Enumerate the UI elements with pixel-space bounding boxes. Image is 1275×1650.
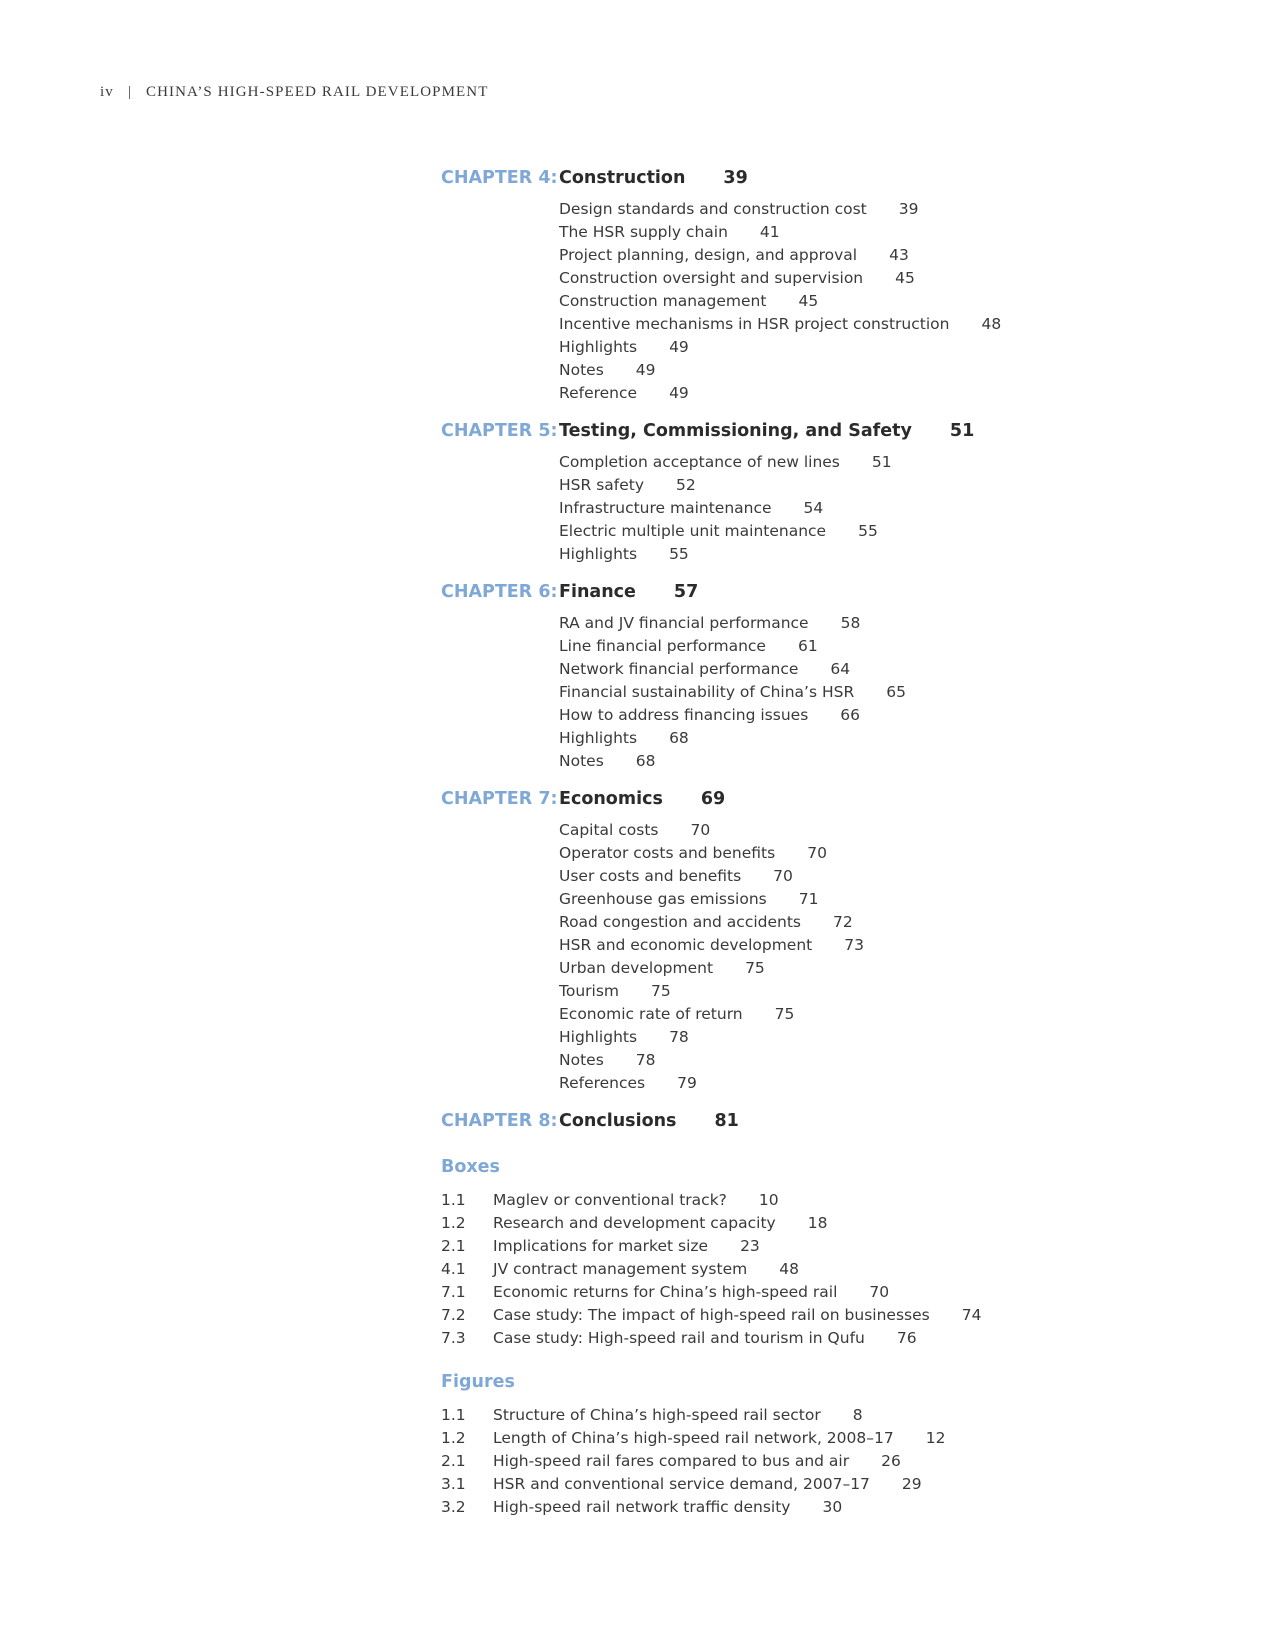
entry-page-number: 45 (895, 269, 915, 287)
entry-title: User costs and benefits (559, 867, 742, 885)
entry-page-number: 75 (774, 1005, 795, 1023)
box-entry[interactable] (441, 1281, 1241, 1304)
figures-heading: Figures (441, 1372, 515, 1392)
toc-entry[interactable] (559, 888, 1241, 911)
toc-entry[interactable] (559, 865, 1241, 888)
entry-page-number: 55 (858, 522, 878, 540)
item-title: High-speed rail network traffic density (493, 1498, 791, 1516)
entry-page-number: 79 (677, 1074, 697, 1092)
toc-entry[interactable] (559, 244, 1241, 267)
toc-entry[interactable] (559, 474, 1241, 497)
item-number: 4.1 (441, 1260, 466, 1278)
item-title: Implications for market size (493, 1237, 709, 1255)
entry-page-number: 49 (635, 361, 656, 379)
chapter-label: CHAPTER 7: (441, 789, 558, 809)
toc-entry[interactable] (559, 727, 1241, 750)
box-entry[interactable] (441, 1235, 1241, 1258)
entry-title: Notes (559, 752, 604, 770)
entry-title: Highlights (559, 338, 638, 356)
chapter-list (441, 168, 1241, 1135)
entry-title: Incentive mechanisms in HSR project construction (559, 315, 950, 333)
toc-entry[interactable] (559, 819, 1241, 842)
toc-entry[interactable] (559, 359, 1241, 382)
chapter-label: CHAPTER 6: (441, 582, 558, 602)
chapter-title: Finance (559, 582, 636, 602)
entry-page-number: 52 (676, 476, 696, 494)
entry-title: How to address financing issues (559, 706, 809, 724)
entry-page-number: 70 (690, 821, 711, 839)
entry-page-number: 43 (889, 246, 909, 264)
item-title: Case study: The impact of high-speed rail on businesses (493, 1306, 930, 1324)
box-entry[interactable] (441, 1212, 1241, 1235)
item-title: Research and development capacity (493, 1214, 776, 1232)
chapter-page-number: 39 (723, 168, 748, 188)
entry-title: Notes (559, 1051, 604, 1069)
toc-entry[interactable] (559, 681, 1241, 704)
entry-page-number: 71 (798, 890, 819, 908)
boxes-list (441, 1189, 1241, 1350)
chapter (441, 789, 1241, 1095)
item-number: 1.2 (441, 1429, 466, 1447)
entry-page-number: 45 (798, 292, 819, 310)
chapter-page-number: 81 (714, 1111, 739, 1131)
toc-entry[interactable] (559, 980, 1241, 1003)
chapter-heading[interactable] (441, 789, 1241, 813)
entry-page-number: 78 (635, 1051, 656, 1069)
item-number: 2.1 (441, 1452, 466, 1470)
figure-entry[interactable] (441, 1450, 1241, 1473)
entry-title: Network financial performance (559, 660, 799, 678)
item-title: High-speed rail fares compared to bus and air (493, 1452, 850, 1470)
chapter-label: CHAPTER 8: (441, 1111, 558, 1131)
chapter (441, 582, 1241, 773)
entry-title: Line financial performance (559, 637, 766, 655)
toc-entry[interactable] (559, 750, 1241, 773)
book-title: CHINA’S HIGH-SPEED RAIL DEVELOPMENT (145, 84, 489, 100)
entry-title: Tourism (559, 982, 619, 1000)
entry-title: The HSR supply chain (559, 223, 728, 241)
box-entry[interactable] (441, 1327, 1241, 1350)
entry-title: HSR and economic development (559, 936, 813, 954)
entry-title: Construction oversight and supervision (559, 269, 864, 287)
entry-title: Design standards and construction cost (559, 200, 867, 218)
box-entry[interactable] (441, 1189, 1241, 1212)
entry-page-number: 49 (669, 338, 689, 356)
item-title: Length of China’s high-speed rail network, 2008–17 (493, 1429, 894, 1447)
chapter-heading[interactable] (441, 168, 1241, 192)
item-page-number: 8 (852, 1406, 863, 1424)
chapter-entries (559, 612, 1241, 773)
chapter (441, 1111, 1241, 1135)
chapter-page-number: 69 (700, 789, 726, 809)
toc-entry[interactable] (559, 1049, 1241, 1072)
running-head (100, 84, 489, 101)
entry-page-number: 58 (840, 614, 861, 632)
chapter-title: Testing, Commissioning, and Safety (559, 421, 912, 441)
entry-title: Urban development (559, 959, 714, 977)
entry-title: Infrastructure maintenance (559, 499, 772, 517)
entry-page-number: 61 (797, 637, 818, 655)
entry-page-number: 48 (981, 315, 1002, 333)
entry-page-number: 72 (833, 913, 853, 931)
table-of-contents (441, 168, 1241, 1519)
figure-entry[interactable] (441, 1473, 1241, 1496)
chapter-label: CHAPTER 4: (441, 168, 558, 188)
entry-page-number: 41 (759, 223, 780, 241)
entry-page-number: 51 (871, 453, 892, 471)
item-page-number: 74 (961, 1306, 982, 1324)
item-page-number: 12 (925, 1429, 946, 1447)
entry-title: Project planning, design, and approval (559, 246, 858, 264)
entry-title: Economic rate of return (559, 1005, 743, 1023)
toc-entry[interactable] (559, 1026, 1241, 1049)
entry-page-number: 75 (651, 982, 671, 1000)
toc-entry[interactable] (559, 382, 1241, 405)
entry-title: Electric multiple unit maintenance (559, 522, 827, 540)
entry-title: Financial sustainability of China’s HSR (559, 683, 855, 701)
item-page-number: 76 (896, 1329, 917, 1347)
toc-entry[interactable] (559, 290, 1241, 313)
toc-entry[interactable] (559, 451, 1241, 474)
figures-list (441, 1404, 1241, 1519)
item-number: 1.2 (441, 1214, 466, 1232)
entry-title: References (559, 1074, 646, 1092)
entry-page-number: 49 (669, 384, 689, 402)
chapter-title: Construction (559, 168, 686, 188)
entry-title: RA and JV financial performance (559, 614, 809, 632)
entry-page-number: 78 (669, 1028, 689, 1046)
item-page-number: 29 (901, 1475, 922, 1493)
chapter-entries (559, 198, 1241, 405)
item-page-number: 10 (758, 1191, 779, 1209)
entry-page-number: 75 (745, 959, 765, 977)
item-page-number: 26 (881, 1452, 901, 1470)
item-number: 7.1 (441, 1283, 466, 1301)
chapter-title: Economics (559, 789, 663, 809)
item-page-number: 18 (807, 1214, 828, 1232)
toc-entry[interactable] (559, 1003, 1241, 1026)
entry-page-number: 73 (844, 936, 864, 954)
entry-title: Capital costs (559, 821, 659, 839)
running-head-separator: | (127, 84, 132, 100)
item-number: 1.1 (441, 1191, 466, 1209)
chapter-heading[interactable] (441, 421, 1241, 445)
entry-title: Road congestion and accidents (559, 913, 802, 931)
item-number: 2.1 (441, 1237, 466, 1255)
toc-entry[interactable] (559, 612, 1241, 635)
chapter-page-number: 57 (673, 582, 699, 602)
figure-entry[interactable] (441, 1496, 1241, 1519)
chapter (441, 168, 1241, 405)
chapter-entries (559, 451, 1241, 566)
toc-entry[interactable] (559, 704, 1241, 727)
entry-title: Completion acceptance of new lines (559, 453, 840, 471)
item-title: Case study: High-speed rail and tourism in Qufu (493, 1329, 865, 1347)
entry-title: HSR safety (559, 476, 645, 494)
toc-entry[interactable] (559, 520, 1241, 543)
chapter (441, 421, 1241, 566)
chapter-heading[interactable] (441, 582, 1241, 606)
entry-page-number: 70 (807, 844, 827, 862)
item-number: 7.2 (441, 1306, 466, 1324)
chapter-page-number: 51 (949, 421, 975, 441)
chapter-entries (559, 819, 1241, 1095)
entry-title: Highlights (559, 545, 638, 563)
entry-page-number: 55 (669, 545, 689, 563)
item-number: 3.2 (441, 1498, 466, 1516)
entry-title: Operator costs and benefits (559, 844, 776, 862)
toc-entry[interactable] (559, 911, 1241, 934)
item-number: 3.1 (441, 1475, 466, 1493)
entry-page-number: 54 (803, 499, 824, 517)
toc-entry[interactable] (559, 842, 1241, 865)
boxes-heading: Boxes (441, 1157, 500, 1177)
entry-title: Notes (559, 361, 604, 379)
entry-title: Highlights (559, 1028, 638, 1046)
item-title: JV contract management system (493, 1260, 748, 1278)
toc-entry[interactable] (559, 543, 1241, 566)
chapter-title: Conclusions (559, 1111, 677, 1131)
box-entry[interactable] (441, 1304, 1241, 1327)
item-number: 1.1 (441, 1406, 466, 1424)
item-title: Economic returns for China’s high-speed rail (493, 1283, 838, 1301)
toc-entry[interactable] (559, 336, 1241, 359)
entry-page-number: 64 (830, 660, 851, 678)
chapter-label: CHAPTER 5: (441, 421, 558, 441)
toc-entry[interactable] (559, 313, 1241, 336)
item-page-number: 30 (822, 1498, 843, 1516)
chapter-heading[interactable] (441, 1111, 1241, 1135)
toc-entry[interactable] (559, 934, 1241, 957)
figure-entry[interactable] (441, 1427, 1241, 1450)
entry-title: Reference (559, 384, 638, 402)
toc-entry[interactable] (559, 221, 1241, 244)
toc-entry[interactable] (559, 1072, 1241, 1095)
toc-entry[interactable] (559, 497, 1241, 520)
item-page-number: 70 (869, 1283, 890, 1301)
item-title: HSR and conventional service demand, 2007–17 (493, 1475, 870, 1493)
toc-entry[interactable] (559, 658, 1241, 681)
toc-entry[interactable] (559, 635, 1241, 658)
box-entry[interactable] (441, 1258, 1241, 1281)
figure-entry[interactable] (441, 1404, 1241, 1427)
entry-page-number: 68 (635, 752, 656, 770)
toc-entry[interactable] (559, 198, 1241, 221)
item-page-number: 23 (740, 1237, 760, 1255)
page-number: iv (100, 84, 114, 100)
toc-entry[interactable] (559, 957, 1241, 980)
item-number: 7.3 (441, 1329, 466, 1347)
entry-page-number: 65 (886, 683, 906, 701)
item-title: Structure of China’s high-speed rail sector (493, 1406, 821, 1424)
item-page-number: 48 (779, 1260, 799, 1278)
entry-page-number: 70 (773, 867, 793, 885)
item-title: Maglev or conventional track? (493, 1191, 727, 1209)
entry-page-number: 66 (840, 706, 861, 724)
entry-title: Construction management (559, 292, 767, 310)
toc-entry[interactable] (559, 267, 1241, 290)
entry-page-number: 68 (669, 729, 689, 747)
entry-page-number: 39 (898, 200, 919, 218)
entry-title: Highlights (559, 729, 638, 747)
entry-title: Greenhouse gas emissions (559, 890, 767, 908)
